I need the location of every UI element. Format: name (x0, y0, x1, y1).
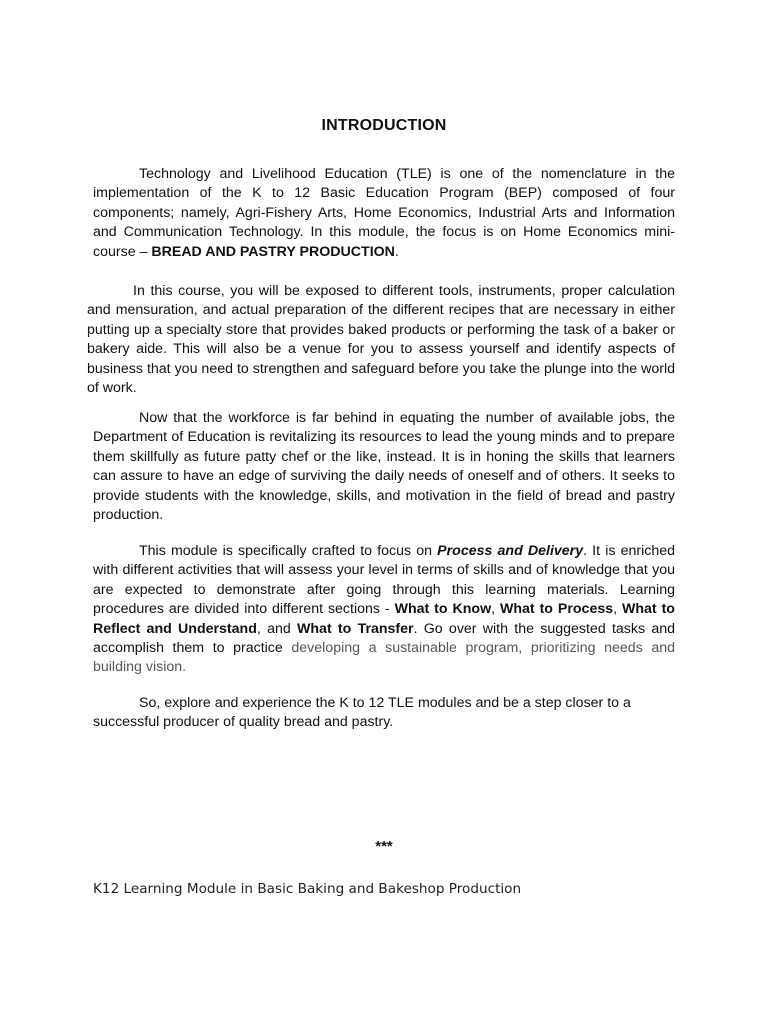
p4-text-e: , (491, 601, 500, 618)
p4-what-to-know: What to Know (394, 601, 492, 618)
page-footer: K12 Learning Module in Basic Baking and Bakeshop Production (93, 881, 522, 897)
page-title: INTRODUCTION (321, 117, 447, 134)
p4-what-to-process: What to Process (499, 601, 614, 618)
p4-text-k: . Go over with the suggested tasks and accomplish them to practice (93, 620, 676, 657)
p4-text-g: , (613, 601, 622, 618)
p4-what-to-reflect: What to Reflect and Understand (93, 601, 675, 637)
section-separator: *** (375, 838, 393, 855)
intro-paragraph-3: Now that the workforce is far behind in equating the number of available jobs, the Department of Education is revitalizing its resources to lead the young minds and to prepare them skillfully as future patty chef or the like, instead. It is in honing the skills that learners can assure to have an edge of surviving the daily needs of oneself and of others. It seeks to provide students with the knowledge, skills, and motivation in the field of bread and pastry production. (93, 410, 675, 524)
p1-text: Technology and Livelihood Education (TLE) is one of the nomenclature in the implementation of the K to 12 Basic Education Program (BEP) composed of four components; namely, Agri-Fishery Arts, Home Economics, Industrial Arts and Information and Communication Technology. In this module, the focus is on Home Economics mini-course – (93, 166, 675, 260)
p1-emphasis: BREAD AND PASTRY PRODUCTION (151, 243, 395, 260)
p4-what-to-transfer: What to Transfer (297, 620, 414, 637)
p4-process-delivery: Process and Delivery (437, 543, 584, 559)
p1-end: . (394, 243, 399, 260)
p4-text-c: . It is enriched with different activities that will assess your level in terms of skills and of knowledge that you are expected to demonstrate after going through this learning materials. Learning procedures are divided into different sections - (93, 543, 675, 618)
intro-paragraph-4 (93, 542, 675, 678)
intro-paragraph-5: So, explore and experience the K to 12 TLE modules and be a step closer to a successful producer of quality bread and pastry. (93, 695, 631, 731)
intro-paragraph-2: In this course, you will be exposed to different tools, instruments, proper calculation and mensuration, and actual preparation of the different recipes that are necessary in either putting up a specialty store that provides baked products or performing the task of a baker or bakery aide. This will also be a venue for you to assess yourself and identify aspects of business that you need to strengthen and safeguard before you take the plunge into the world of work. (87, 283, 675, 397)
p4-text-i: , and (256, 620, 297, 637)
p4-text-l: developing a sustainable program, prioritizing needs and building vision. (93, 640, 675, 676)
intro-paragraph-1 (93, 165, 675, 262)
p4-text-a: This module is specifically crafted to focus on (139, 543, 438, 559)
